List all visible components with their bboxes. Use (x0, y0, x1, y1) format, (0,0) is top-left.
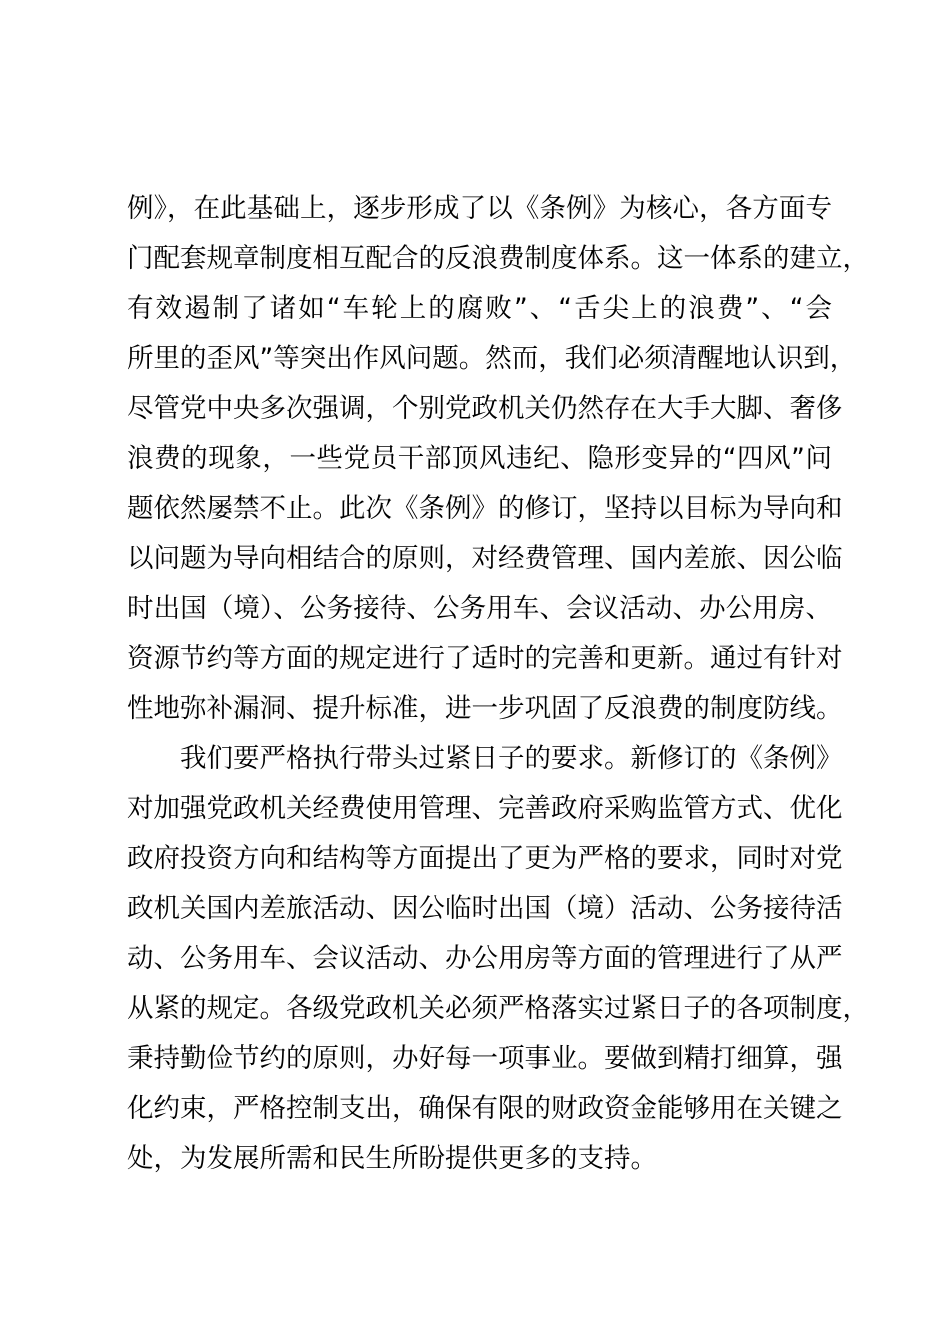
text-line: 性地弥补漏洞、提升标准，进一步巩固了反浪费的制度防线。 (127, 693, 843, 724)
text-line: 门配套规章制度相互配合的反浪费制度体系。这一体系的建立， (127, 243, 869, 274)
text-line: 政府投资方向和结构等方面提出了更为严格的要求，同时对党 (127, 843, 843, 874)
text-line: 例》，在此基础上，逐步形成了以《条例》为核心，各方面专 (127, 193, 832, 224)
text-line: 题依然屡禁不止。此次《条例》的修订，坚持以目标为导向和 (127, 493, 843, 524)
text-line: 资源节约等方面的规定进行了适时的完善和更新。通过有针对 (127, 643, 843, 674)
paragraph-2 (127, 734, 869, 1184)
text-line: 对加强党政机关经费使用管理、完善政府采购监管方式、优化 (127, 793, 843, 824)
text-line: 从紧的规定。各级党政机关必须严格落实过紧日子的各项制度， (127, 993, 869, 1024)
text-line: 政机关国内差旅活动、因公临时出国（境）活动、公务接待活 (127, 893, 843, 924)
text-line: 时出国（境）、公务接待、公务用车、会议活动、办公用房、 (127, 593, 832, 624)
text-line: 我们要严格执行带头过紧日子的要求。新修订的《条例》 (180, 743, 843, 774)
document-body (127, 184, 869, 1184)
text-line: 尽管党中央多次强调，个别党政机关仍然存在大手大脚、奢侈 (127, 393, 843, 424)
text-line: 所里的歪风”等突出作风问题。然而，我们必须清醒地认识到， (127, 343, 857, 374)
text-line: 秉持勤俭节约的原则，办好每一项事业。要做到精打细算，强 (127, 1043, 843, 1074)
text-line: 处，为发展所需和民生所盼提供更多的支持。 (127, 1143, 657, 1174)
text-line: 浪费的现象，一些党员干部顶风违纪、隐形变异的“四风”问 (127, 443, 832, 474)
text-line: 化约束，严格控制支出，确保有限的财政资金能够用在关键之 (127, 1093, 843, 1124)
text-line: 以问题为导向相结合的原则，对经费管理、国内差旅、因公临 (127, 543, 843, 574)
text-line: 有效遏制了诸如“车轮上的腐败”、“舌尖上的浪费”、“会 (127, 293, 832, 324)
text-line: 动、公务用车、会议活动、办公用房等方面的管理进行了从严 (127, 943, 843, 974)
paragraph-1 (127, 184, 869, 734)
